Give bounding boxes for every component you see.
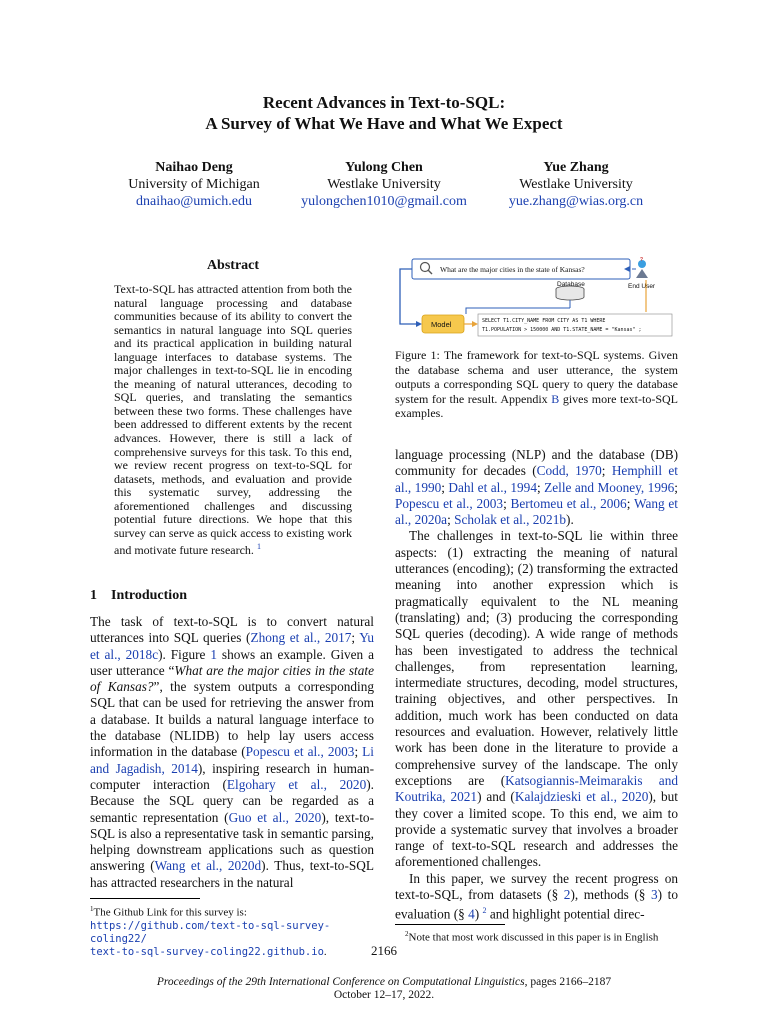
figure-1 xyxy=(396,256,680,342)
section-number: 1 xyxy=(90,588,97,603)
footnote-rule xyxy=(395,924,505,925)
framework-diagram xyxy=(396,256,680,342)
footnote-1: $^1$The Github Link for this survey is: https://github.com/text-to-sql-survey-coling22/ text-to-sql-survey-coling22.github.io. xyxy=(90,905,331,958)
github-link[interactable]: https://github.com/text-to-sql-survey-coling22/ xyxy=(90,919,331,945)
author-email[interactable]: yue.zhang@wias.org.cn xyxy=(508,194,644,209)
arrow-head xyxy=(472,321,478,327)
citation[interactable]: Wang et al., 2020d xyxy=(154,858,262,874)
question-mark: ? xyxy=(640,257,644,263)
citation[interactable]: Li and Jagadish, 2014 xyxy=(90,744,374,776)
citation[interactable]: Popescu et al., 2003 xyxy=(395,495,504,511)
footnote-mark[interactable]: 1 xyxy=(256,542,261,552)
paper-title-line1: Recent Advances in Text-to-SQL: xyxy=(262,93,506,112)
citation[interactable]: Dahl et al., 1994 xyxy=(448,479,537,495)
citation[interactable]: Wang et al., 2020a xyxy=(395,495,679,528)
paper-title-line2: A Survey of What We Have and What We Expect xyxy=(205,114,563,133)
author-email[interactable]: dnaihao@umich.edu xyxy=(136,194,252,209)
footnote-mark[interactable]: 2 xyxy=(482,906,487,916)
proceedings-footer: Proceedings of the 29th International Conference on Computational Linguistics, pages 2166–2187 October 12–17, 2022. xyxy=(156,976,612,1001)
citation[interactable]: Zhong et al., 2017 xyxy=(250,630,352,646)
abstract-body xyxy=(114,283,352,558)
author-name: Naihao Deng xyxy=(155,160,233,175)
sql-line-2: T1.POPULATION > 150000 AND T1.STATE_NAME = "Kansas" ; xyxy=(482,327,642,333)
section-ref[interactable]: 4 xyxy=(468,906,475,922)
right-column-text: language processing (NLP) and the database (DB) community for decades (Codd, 1970; Hemphill et al., 1990; Dahl et al., 1994; Zelle and Mooney, 1996; Popescu et al., 2003; Bertomeu et al., 2006; Wang et al., 2020a; Scholak et al., 2021b). The challenges in text-to-SQL lie within three aspects: (1) extracting the meaning of natural utterances (encoding); (2) transforming the extracted meaning into another expression which is pragmatically equivalent to the NL meaning (translating) and; (3) producing the corresponding SQL queries (decoding). A wide range of methods has been investigated to address the technical challenges, from representation learning, intermediate structures, decoding, model structures, training objectives, and other perspectives. In addition, much work has been conducted on data resources and evaluation. However, relatively little work has been done in the literature to provide a comprehensive survey of the landscape. The only exceptions are (Katsogiannis-Meimarakis and Koutrika, 2021) and (Kalajdzieski et al., 2020), but they cover a limited scope. To this end, we aim to provide a systematic survey that involves a broader range of text-to-SQL research and addresses the aforementioned challenges. In this paper, we survey the recent progress on text-to-SQL, from datasets (§ 2), methods (§ 3) to evaluation (§ 4) $^2$ and highlight potential direc- xyxy=(395,447,679,922)
section-title: Introduction xyxy=(111,588,187,603)
intro-paragraph: The task of text-to-SQL is to convert natural utterances into SQL queries (Zhong et al., 2017; Yu et al., 2018c). Figure 1 shows an example. Given a user utterance “What are the major cities in the state of Kansas?”, the system outputs a corresponding SQL that can be used for retrieving the answer from a database. It builds a natural language interface to the database (NLIDB) to help lay users access information in the database (Popescu et al., 2003; Li and Jagadish, 2014), inspiring research in human-computer interaction (Elgohary et al., 2020). Because the SQL query can be regarded as a semantic representation (Guo et al., 2020), text-to-SQL is also a representative task in semantic parsing, helping downstream applications such as question answering (Wang et al., 2020d). Thus, text-to-SQL has attracted researchers in the natural xyxy=(90,614,375,890)
abstract-text: Text-to-SQL has attracted attention from both the natural language processing and database communities because of its ability to convert the semantics in natural language into SQL queries and its practical application in building natural language interfaces to database systems. The major challenges in text-to-SQL lie in encoding the meaning of natural utterances, decoding to SQL queries, and translating the semantics between these two forms. These challenges have been addressed to different extents by the recent advances. However, there is still a lack of comprehensive surveys for this task. To this end, we review recent progress on text-to-SQL for datasets, methods, and evaluation and provide this systematic survey, addressing the aforementioned challenges and discussing potential future directions. We hope that this survey can serve as quick access to existing work and motivate future research. xyxy=(114,282,352,558)
database-body xyxy=(556,289,584,300)
citation[interactable]: Kalajdzieski et al., 2020 xyxy=(514,789,649,805)
citation[interactable]: Guo et al., 2020 xyxy=(228,809,322,825)
citation[interactable]: Popescu et al., 2003 xyxy=(245,744,355,760)
page-number: 2166 xyxy=(371,943,397,958)
author-email[interactable]: yulongchen1010@gmail.com xyxy=(301,194,467,209)
footnote-2: $^2$Note that most work discussed in this paper is in English xyxy=(405,930,659,944)
citation[interactable]: Yu et al., 2018c xyxy=(90,630,375,662)
citation[interactable]: Codd, 1970 xyxy=(536,463,602,479)
question-text: What are the major cities in the state of Kansas? xyxy=(440,265,585,274)
db-model-line xyxy=(466,308,570,314)
user-body-icon xyxy=(636,269,648,278)
citation[interactable]: Hemphill et al., 1990 xyxy=(395,463,678,495)
author-1 xyxy=(94,159,294,210)
footnote-rule xyxy=(90,898,200,899)
model-label: Model xyxy=(431,320,452,329)
abstract-heading: Abstract xyxy=(206,258,260,273)
author-name: Yulong Chen xyxy=(345,160,423,175)
figure-ref[interactable]: 1 xyxy=(210,646,218,662)
author-affiliation: University of Michigan xyxy=(128,177,260,192)
author-affiliation: Westlake University xyxy=(519,177,633,192)
citation[interactable]: Elgohary et al., 2020 xyxy=(226,776,367,792)
author-3 xyxy=(476,159,676,210)
author-affiliation: Westlake University xyxy=(327,177,441,192)
appendix-ref[interactable]: B xyxy=(551,391,560,406)
section-ref[interactable]: 3 xyxy=(651,887,658,903)
website-link[interactable]: text-to-sql-survey-coling22.github.io xyxy=(90,945,324,958)
section-heading xyxy=(90,588,187,604)
author-2 xyxy=(284,159,484,210)
citation[interactable]: Katsogiannis-Meimarakis and Koutrika, 2021 xyxy=(395,772,678,805)
author-name: Yue Zhang xyxy=(543,160,609,175)
figure-caption: Figure 1: The framework for text-to-SQL systems. Given the database schema and user utterance, the system outputs a corresponding SQL query to query the database system for the result. Appendix B gives more text-to-SQL examples. xyxy=(395,348,678,421)
sql-line-1: SELECT T1.CITY_NAME FROM CITY AS T1 WHERE xyxy=(482,318,606,324)
citation[interactable]: Bertomeu et al., 2006 xyxy=(510,495,627,511)
section-ref[interactable]: 2 xyxy=(563,887,571,903)
citation[interactable]: Scholak et al., 2021b xyxy=(454,512,567,528)
arrow-head xyxy=(416,321,422,327)
database-label: Database xyxy=(557,281,585,288)
end-user-label: End User xyxy=(628,283,656,290)
citation[interactable]: Zelle and Mooney, 1996 xyxy=(544,479,675,495)
